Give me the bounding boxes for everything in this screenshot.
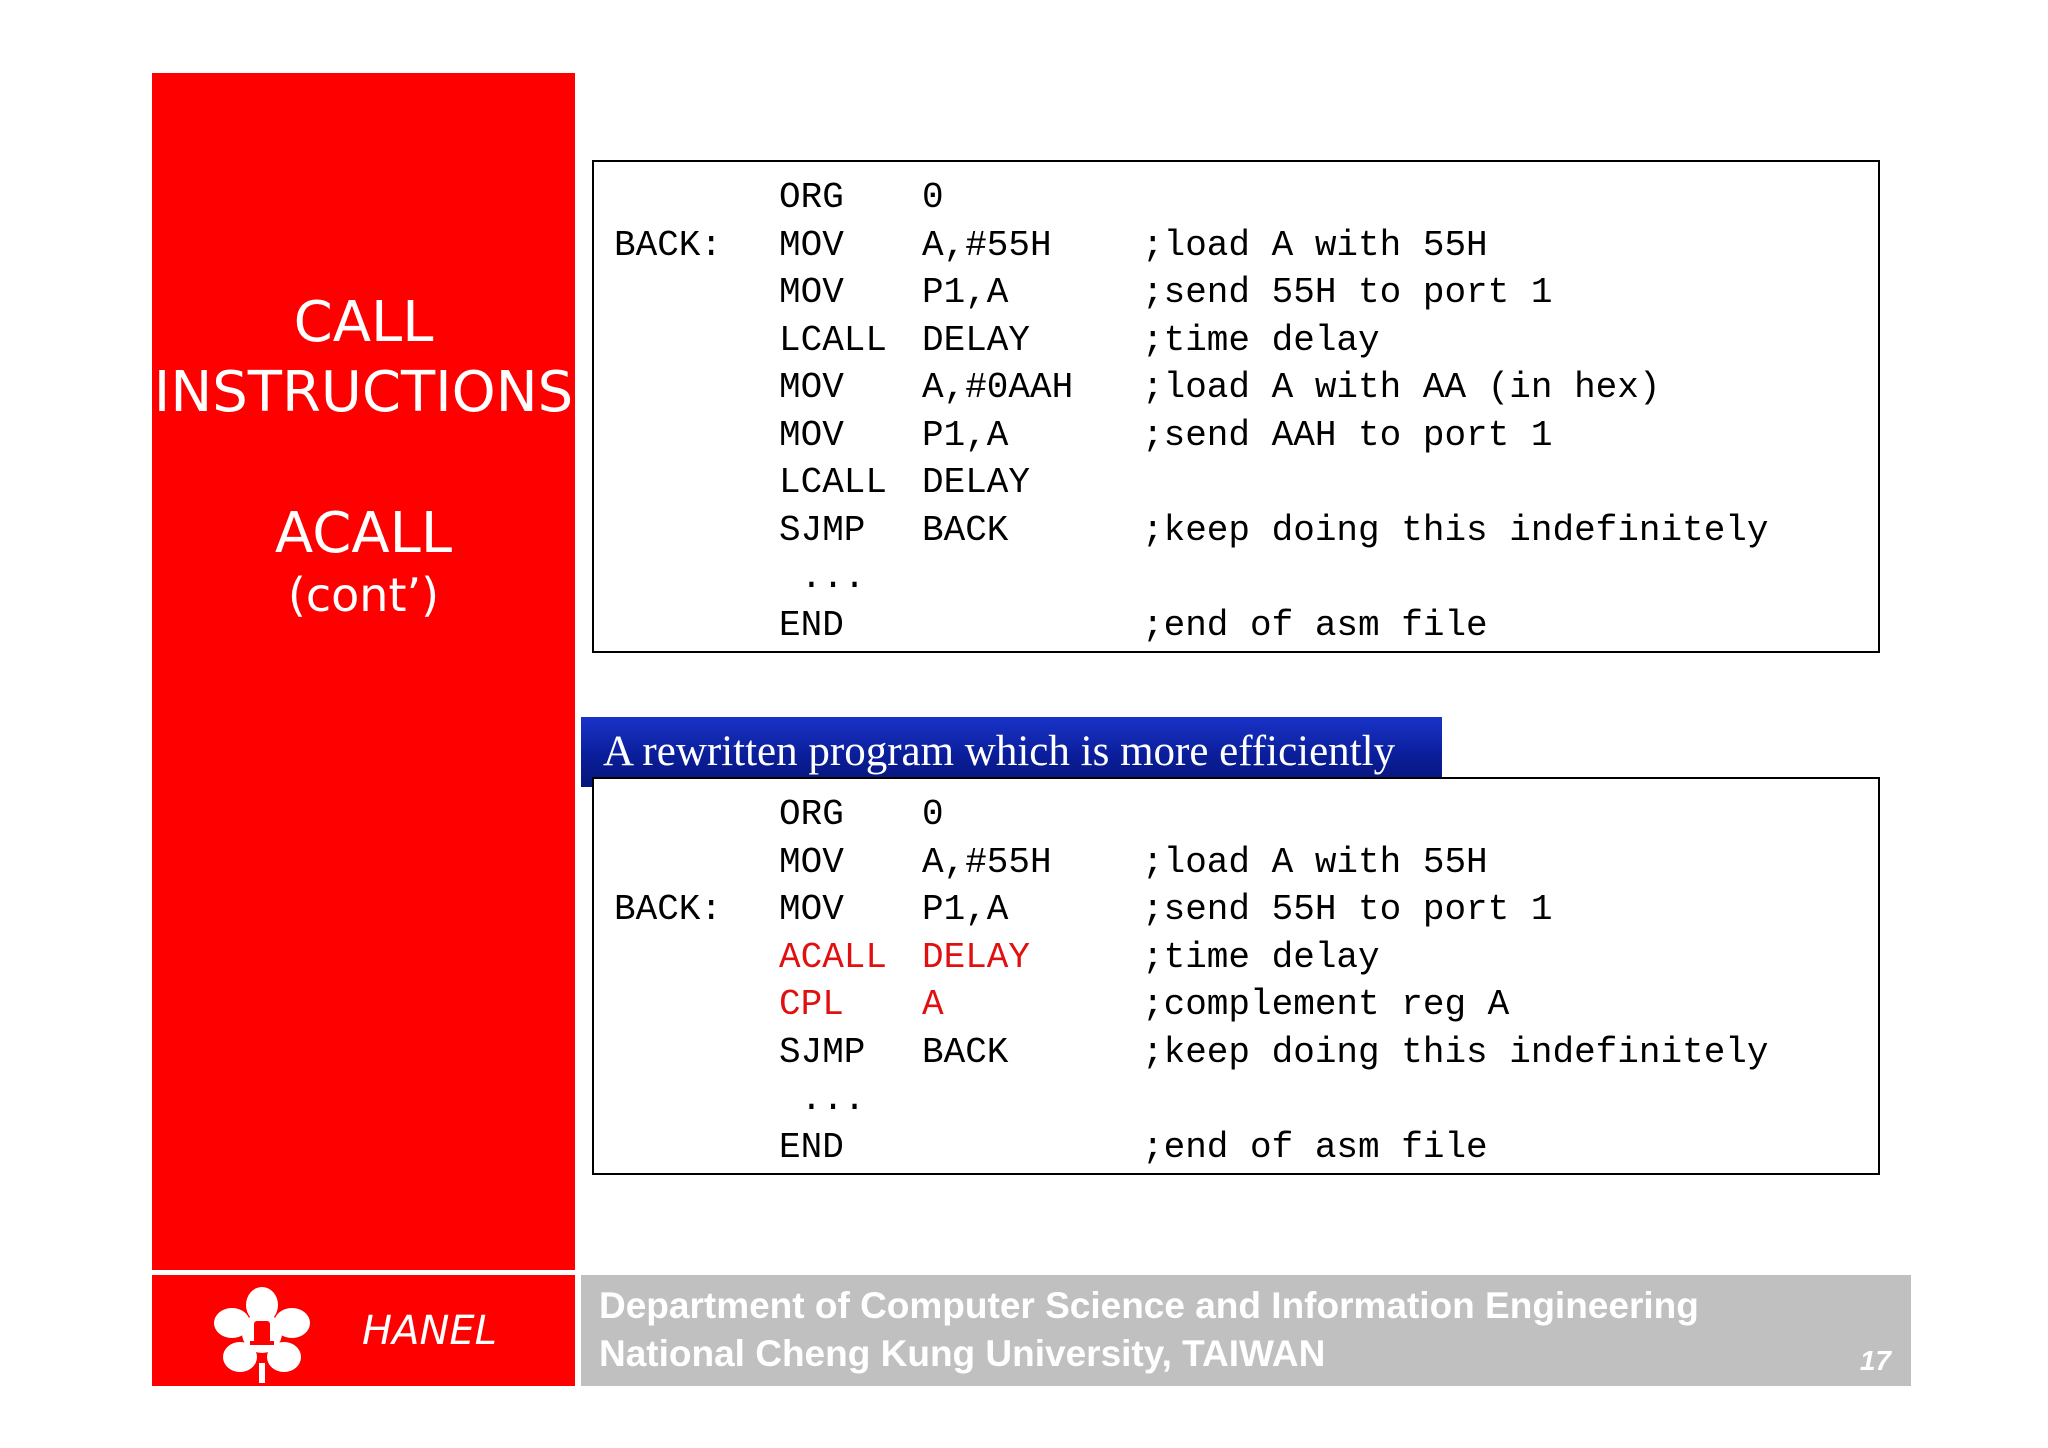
code-line bbox=[594, 886, 1878, 934]
code-box-rewritten bbox=[592, 777, 1880, 1175]
rewrite-banner: A rewritten program which is more efficiently bbox=[581, 717, 1442, 787]
department-text: Department of Computer Science and Information Engineering bbox=[599, 1285, 1699, 1326]
code-label: BACK: bbox=[614, 889, 723, 930]
code-comment: ;send 55H to port 1 bbox=[1142, 889, 1553, 930]
subtitle-acall: ACALL bbox=[274, 501, 453, 566]
code-op: LCALL bbox=[779, 319, 888, 361]
code-arg: DELAY bbox=[922, 936, 1031, 978]
code-line bbox=[594, 222, 1878, 270]
title-line-1: CALL bbox=[293, 290, 434, 355]
code-line bbox=[594, 364, 1878, 412]
code-arg: A,#55H bbox=[922, 224, 1052, 266]
code-comment: ;load A with 55H bbox=[1142, 224, 1488, 266]
code-line bbox=[594, 981, 1878, 1029]
code-arg: A,#55H bbox=[922, 841, 1052, 883]
code-op: MOV bbox=[779, 889, 844, 930]
code-arg: BACK bbox=[922, 509, 1009, 551]
code-arg: A bbox=[922, 984, 944, 1025]
code-op: END bbox=[779, 604, 844, 646]
code-line bbox=[594, 317, 1878, 365]
code-comment: ;send AAH to port 1 bbox=[1142, 414, 1553, 456]
code-arg: P1,A bbox=[922, 889, 1009, 930]
slide-subtitle bbox=[152, 501, 575, 623]
code-comment: ;keep doing this indefinitely bbox=[1142, 509, 1769, 551]
code-label: BACK: bbox=[614, 224, 723, 266]
code-arg: A,#0AAH bbox=[922, 367, 1074, 408]
code-op: SJMP bbox=[779, 509, 866, 551]
page-number: 17 bbox=[1859, 1345, 1891, 1376]
code-comment: ;end of asm file bbox=[1142, 604, 1488, 646]
code-line bbox=[594, 412, 1878, 460]
code-comment: ;load A with AA (in hex) bbox=[1142, 367, 1661, 408]
code-op: MOV bbox=[779, 367, 844, 408]
code-line bbox=[594, 934, 1878, 982]
code-comment: ;load A with 55H bbox=[1142, 841, 1488, 883]
code-arg: 0 bbox=[922, 794, 944, 835]
subtitle-cont: (cont’) bbox=[287, 568, 440, 622]
university-emblem-icon bbox=[202, 1285, 322, 1385]
sidebar bbox=[152, 73, 575, 1270]
code-op: LCALL bbox=[779, 462, 888, 503]
code-comment: ;complement reg A bbox=[1142, 984, 1510, 1025]
code-box-original bbox=[592, 160, 1880, 653]
title-line-2: INSTRUCTIONS bbox=[153, 360, 574, 425]
author-name: HANEL bbox=[362, 1308, 497, 1354]
code-line bbox=[594, 839, 1878, 887]
code-op: MOV bbox=[779, 414, 844, 456]
code-line bbox=[594, 1076, 1878, 1124]
code-arg: P1,A bbox=[922, 414, 1009, 456]
code-op: MOV bbox=[779, 841, 844, 883]
code-arg: P1,A bbox=[922, 272, 1009, 313]
code-op: ... bbox=[779, 1079, 866, 1120]
program-rewritten bbox=[594, 791, 1878, 1171]
code-line bbox=[594, 1029, 1878, 1077]
code-op: MOV bbox=[779, 272, 844, 313]
code-comment: ;send 55H to port 1 bbox=[1142, 272, 1553, 313]
code-op: MOV bbox=[779, 224, 844, 266]
code-op: ORG bbox=[779, 177, 844, 218]
code-op: ORG bbox=[779, 794, 844, 835]
code-comment: ;time delay bbox=[1142, 936, 1380, 978]
slide-title bbox=[152, 288, 575, 428]
code-op: END bbox=[779, 1126, 844, 1168]
code-line bbox=[594, 269, 1878, 317]
code-comment: ;time delay bbox=[1142, 319, 1380, 361]
code-op: ... bbox=[779, 557, 866, 598]
code-line bbox=[594, 554, 1878, 602]
program-original bbox=[594, 174, 1878, 649]
footer-left bbox=[152, 1275, 575, 1386]
code-line bbox=[594, 507, 1878, 555]
code-comment: ;keep doing this indefinitely bbox=[1142, 1031, 1769, 1073]
code-line bbox=[594, 174, 1878, 222]
code-line bbox=[594, 602, 1878, 650]
code-op: CPL bbox=[779, 984, 844, 1025]
code-op: ACALL bbox=[779, 936, 888, 978]
code-arg: 0 bbox=[922, 177, 944, 218]
code-line bbox=[594, 1124, 1878, 1172]
footer-right bbox=[581, 1275, 1911, 1386]
code-arg: DELAY bbox=[922, 319, 1031, 361]
code-arg: BACK bbox=[922, 1031, 1009, 1073]
university-text: National Cheng Kung University, TAIWAN bbox=[599, 1333, 1326, 1374]
code-op: SJMP bbox=[779, 1031, 866, 1073]
code-line bbox=[594, 791, 1878, 839]
code-comment: ;end of asm file bbox=[1142, 1126, 1488, 1168]
code-line bbox=[594, 459, 1878, 507]
code-arg: DELAY bbox=[922, 462, 1031, 503]
